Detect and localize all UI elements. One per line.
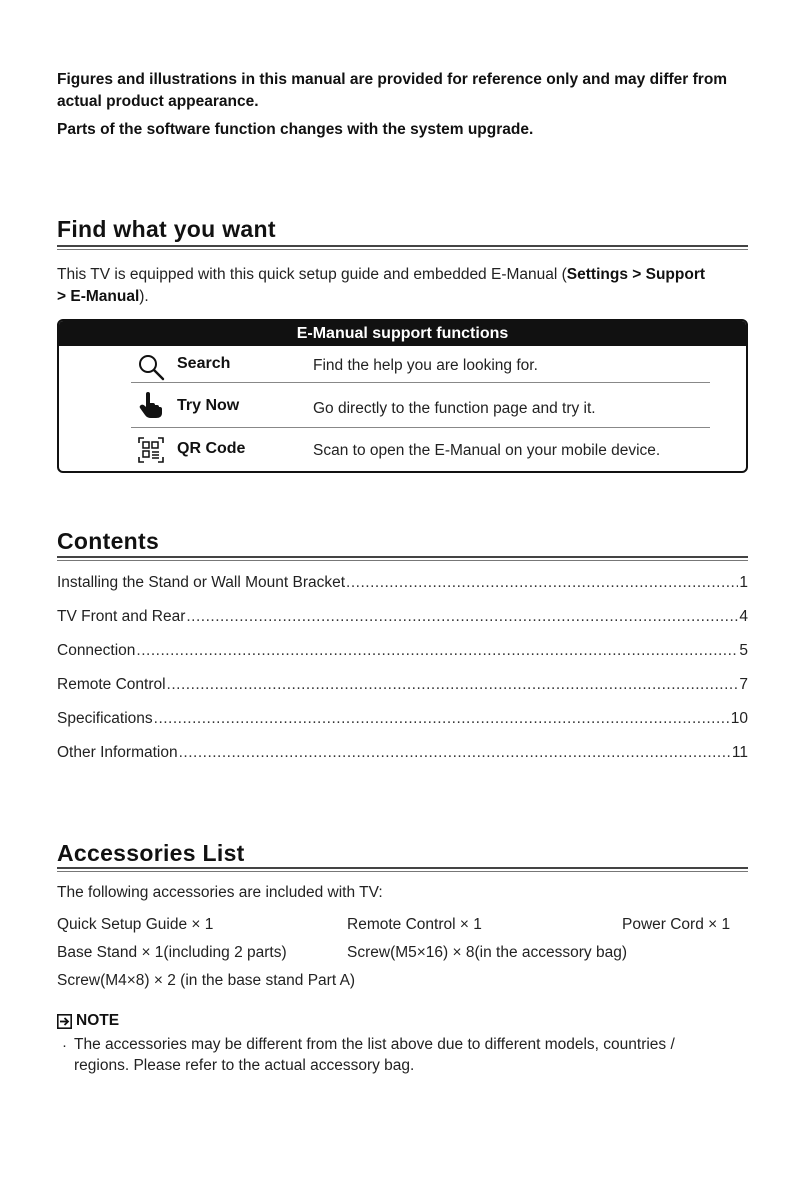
toc-leader-dots	[167, 674, 739, 696]
emanual-box-title: E-Manual support functions	[59, 321, 746, 346]
function-name-search: Search	[177, 355, 231, 372]
toc-entry-page: 4	[739, 608, 748, 625]
toc-entry-title: Specifications	[57, 710, 153, 727]
toc-entry-page: 1	[739, 574, 748, 591]
find-section-rule	[57, 245, 748, 250]
function-desc-qr-code: Scan to open the E-Manual on your mobile device.	[313, 442, 661, 459]
accessory-item: Screw(M4×8) × 2 (in the base stand Part A)	[57, 972, 356, 989]
note-heading	[57, 1011, 119, 1031]
accessory-item: Base Stand × 1(including 2 parts)	[57, 944, 287, 961]
toc-entry-title: Remote Control	[57, 676, 166, 693]
note-text: The accessories may be different from the list above due to different models, countries / regions. Please refer to the actual accessory bag.	[74, 1036, 675, 1074]
note-icon	[57, 1014, 72, 1029]
accessory-item: Screw(M5×16) × 8(in the accessory bag)	[347, 944, 627, 961]
function-desc-try-now: Go directly to the function page and try it.	[313, 400, 596, 417]
toc-leader-dots	[186, 606, 738, 628]
toc-entry-title: TV Front and Rear	[57, 608, 186, 625]
emanual-functions-box	[57, 319, 748, 473]
function-divider	[131, 382, 710, 383]
contents-section-rule	[57, 556, 748, 561]
toc-entry[interactable]	[57, 572, 748, 594]
disclaimer-software: Parts of the software function changes with the system upgrade.	[57, 121, 534, 138]
toc-entry[interactable]	[57, 708, 748, 730]
accessory-item: Quick Setup Guide × 1	[57, 916, 214, 933]
magnifier-icon	[137, 353, 165, 381]
contents-section-title: Contents	[57, 528, 160, 554]
qr-code-icon	[137, 436, 165, 464]
accessory-item: Power Cord × 1	[622, 916, 731, 933]
toc-entry[interactable]	[57, 606, 748, 628]
toc-leader-dots	[179, 742, 731, 764]
find-intro: This TV is equipped with this quick setup guide and embedded E-Manual (Settings > Support > E-Manual).	[57, 266, 706, 305]
pointing-hand-icon	[137, 391, 165, 419]
toc-entry[interactable]	[57, 674, 748, 696]
toc-entry-title: Connection	[57, 642, 136, 659]
function-desc-search: Find the help you are looking for.	[313, 357, 538, 374]
toc-leader-dots	[154, 708, 730, 730]
toc-entry[interactable]	[57, 640, 748, 662]
toc-entry[interactable]	[57, 742, 748, 764]
note-bullet: ·	[62, 1037, 67, 1054]
toc-entry-title: Other Information	[57, 744, 178, 761]
accessories-section-title: Accessories List	[57, 840, 245, 866]
toc-entry-page: 11	[731, 744, 748, 761]
toc-entry-page: 5	[739, 642, 748, 659]
toc-leader-dots	[136, 640, 738, 662]
accessory-item: Remote Control × 1	[347, 916, 482, 933]
accessories-intro: The following accessories are included with TV:	[57, 884, 383, 901]
disclaimer-reference: Figures and illustrations in this manual are provided for reference only and may differ from actual product appearance.	[57, 71, 728, 110]
find-section-title: Find what you want	[57, 216, 276, 242]
toc-leader-dots	[346, 572, 738, 594]
toc-entry-page: 7	[739, 676, 748, 693]
note-label: NOTE	[76, 1012, 120, 1029]
toc-entry-page: 10	[730, 710, 748, 727]
toc-entry-title: Installing the Stand or Wall Mount Bracket	[57, 574, 346, 591]
function-name-try-now: Try Now	[177, 397, 240, 414]
function-divider	[131, 427, 710, 428]
accessories-section-rule	[57, 867, 748, 872]
function-name-qr-code: QR Code	[177, 440, 246, 457]
